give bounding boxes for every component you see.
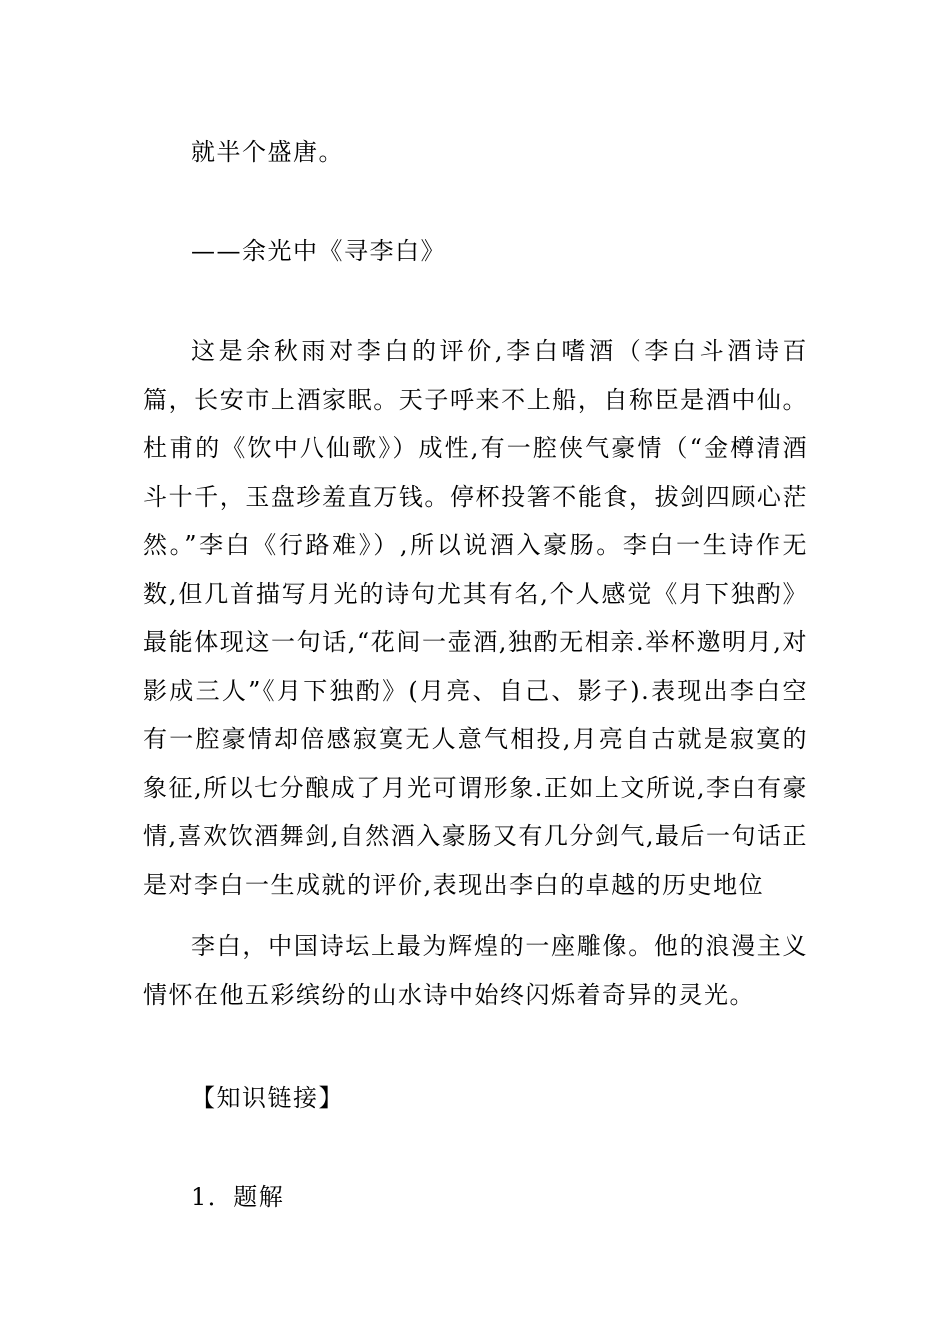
paragraph-summary: 李白，中国诗坛上最为辉煌的一座雕像。他的浪漫主义情怀在他五彩缤纷的山水诗中始终闪烁着奇异的灵光。 (143, 932, 808, 1009)
paragraph-poem-attribution: ——余光中《寻李白》 (191, 237, 446, 265)
paragraph-poem-ending: 就半个盛唐。 (191, 138, 344, 166)
subsection-heading-title-explanation: 1．题解 (191, 1183, 285, 1211)
paragraph-commentary: 这是余秋雨对李白的评价,李白嗜酒（李白斗酒诗百篇，长安市上酒家眠。天子呼来不上船，自称臣是酒中仙。杜甫的《饮中八仙歌》）成性,有一腔侠气豪情（“金樽清酒斗十千，玉盘珍羞直万钱。停杯投箸不能食，拔剑四顾心茫然。”李白《行路难》）,所以说酒入豪肠。李白一生诗作无数,但几首描写月光的诗句尤其有名,个人感觉《月下独酌》最能体现这一句话,“花间一壶酒,独酌无相亲.举杯邀明月,对影成三人”《月下独酌》(月亮、自己、影子).表现出李白空有一腔豪情却倍感寂寞无人意气相投,月亮自古就是寂寞的象征,所以七分酿成了月光可谓形象.正如上文所说,李白有豪情,喜欢饮酒舞剑,自然酒入豪肠又有几分剑气,最后一句话正是对李白一生成就的评价,表现出李白的卓越的历史地位 (143, 337, 808, 899)
section-heading-knowledge-link: 【知识链接】 (191, 1084, 344, 1112)
